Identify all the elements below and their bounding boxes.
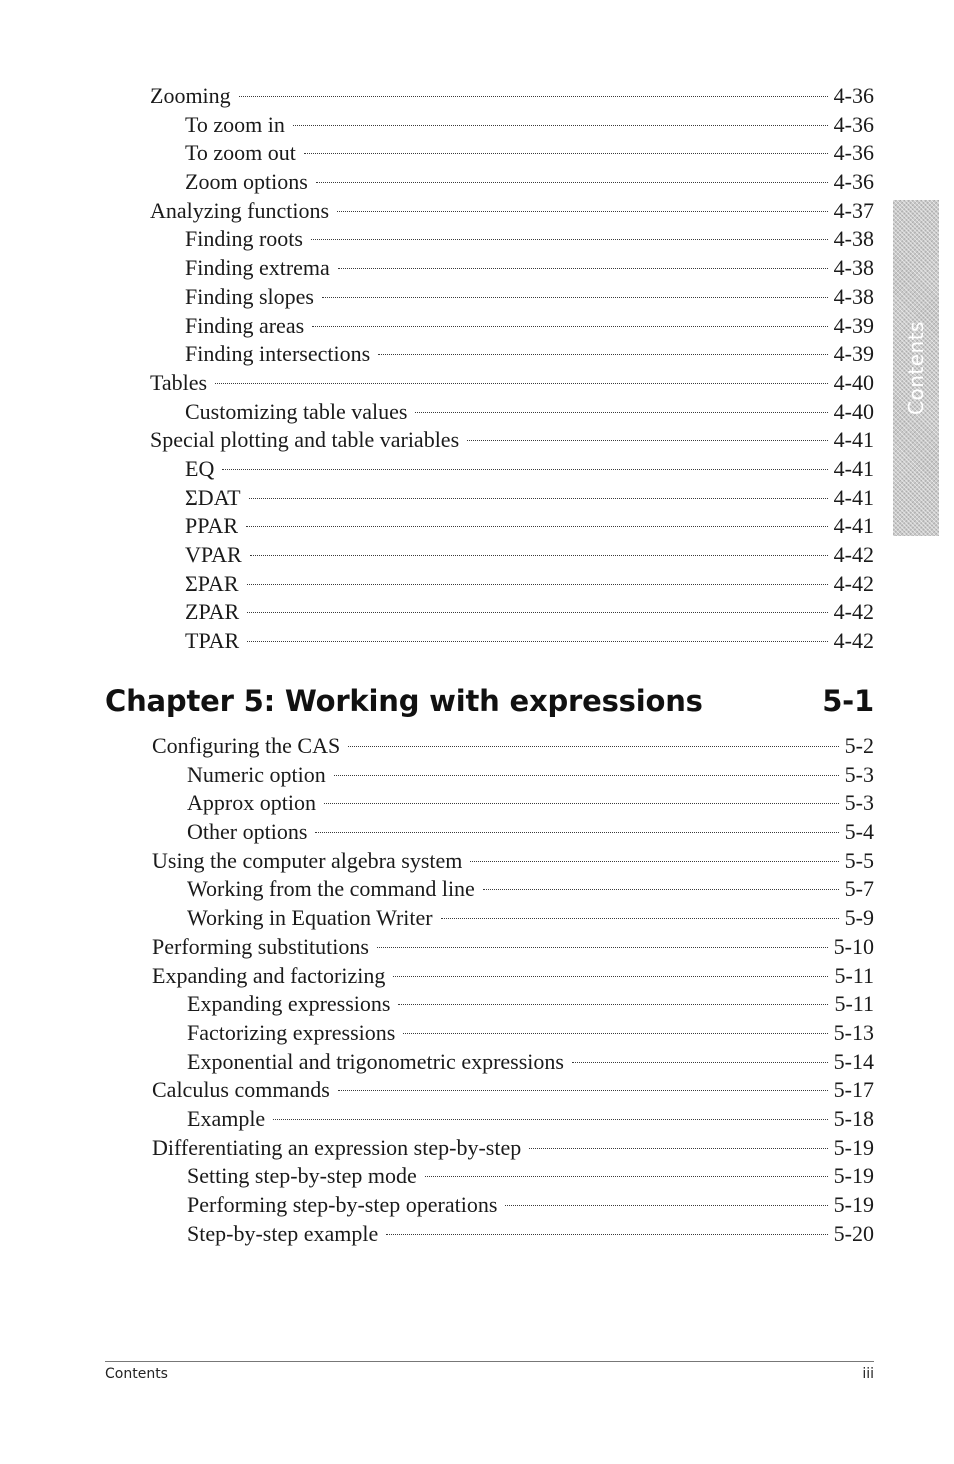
toc-entry-title: VPAR <box>185 542 242 567</box>
toc-entry[interactable] <box>0 1105 954 1134</box>
dot-leader <box>378 354 828 355</box>
footer-section-label: Contents <box>105 1366 168 1382</box>
toc-entry-page: 4-41 <box>833 484 874 510</box>
dot-leader <box>572 1062 828 1063</box>
dot-leader <box>338 1090 828 1091</box>
toc-entry-page: 5-18 <box>833 1105 874 1131</box>
toc-entry-title: Analyzing functions <box>150 197 330 223</box>
dot-leader <box>322 297 828 298</box>
toc-entry[interactable] <box>0 139 954 168</box>
dot-leader <box>247 584 828 585</box>
toc-entry-page: 4-42 <box>833 599 874 625</box>
toc-entry[interactable] <box>0 598 954 627</box>
toc-entry-page: 4-36 <box>833 111 874 137</box>
toc-entry-page: 5-19 <box>833 1163 874 1189</box>
toc-entry[interactable] <box>0 369 954 398</box>
dot-leader <box>249 498 828 499</box>
toc-entry-title: Differentiating an expression step-by-step <box>152 1134 522 1160</box>
toc-entry-title: Expanding and factorizing <box>152 962 386 988</box>
dot-leader <box>315 832 838 833</box>
dot-leader <box>293 125 828 126</box>
toc-entry-page: 5-19 <box>833 1134 874 1160</box>
toc-entry-title: Configuring the CAS <box>152 733 341 758</box>
toc-entry-page: 4-39 <box>833 341 874 367</box>
toc-entry-title: Zoom options <box>185 169 308 195</box>
toc-entry-page: 4-41 <box>833 427 874 453</box>
toc-entry-title: Step-by-step example <box>187 1220 379 1246</box>
toc-entry-page: 4-42 <box>833 542 874 567</box>
toc-entry-page: 5-19 <box>833 1192 874 1217</box>
dot-leader <box>338 268 828 269</box>
toc-entry-title: Finding slopes <box>185 283 314 309</box>
toc-entry[interactable] <box>0 1191 954 1220</box>
dot-leader <box>247 641 827 642</box>
toc-entry-page: 4-40 <box>833 369 874 395</box>
toc-entry-page: 5-14 <box>833 1048 874 1074</box>
toc-entry[interactable] <box>0 1019 954 1048</box>
toc-entry-title: PPAR <box>185 513 239 539</box>
toc-entry[interactable] <box>0 398 954 427</box>
dot-leader <box>215 383 828 384</box>
toc-entry-title: Exponential and trigonometric expressions <box>187 1048 564 1074</box>
toc-entry-page: 5-3 <box>844 790 874 816</box>
toc-entry-title: TPAR <box>185 628 240 654</box>
dot-leader <box>505 1205 827 1206</box>
dot-leader <box>393 976 828 977</box>
toc-entry[interactable] <box>0 933 954 962</box>
dot-leader <box>425 1176 828 1177</box>
toc-entry[interactable] <box>0 455 954 484</box>
dot-leader <box>470 861 838 862</box>
dot-leader <box>222 469 827 470</box>
toc-entry-title: Finding intersections <box>185 341 371 367</box>
toc-entry-page: 4-36 <box>833 140 874 166</box>
toc-entry[interactable] <box>0 904 954 933</box>
dot-leader <box>415 412 827 413</box>
footer-divider <box>105 1361 874 1362</box>
toc-entry-title: Setting step-by-step mode <box>187 1163 417 1189</box>
toc-entry[interactable] <box>0 990 954 1019</box>
dot-leader <box>304 153 828 154</box>
dot-leader <box>467 440 828 441</box>
toc-entry-title: Expanding expressions <box>187 991 391 1017</box>
dot-leader <box>311 239 828 240</box>
contents-side-tab[interactable] <box>893 200 939 536</box>
toc-entry-title: Performing substitutions <box>152 933 369 959</box>
toc-entry[interactable] <box>0 168 954 197</box>
toc-entry-title: Performing step-by-step operations <box>187 1192 498 1217</box>
toc-entry[interactable] <box>0 1162 954 1191</box>
toc-section-chapter-4 <box>0 82 954 656</box>
dot-leader <box>247 612 827 613</box>
side-tab-label: Contents <box>904 321 928 415</box>
chapter-page-number: 5-1 <box>822 684 874 718</box>
toc-entry-title: To zoom in <box>185 111 285 137</box>
toc-entry-page: 4-38 <box>833 283 874 309</box>
toc-entry-page: 4-36 <box>833 169 874 195</box>
toc-entry[interactable] <box>0 761 954 790</box>
toc-entry[interactable] <box>0 197 954 226</box>
toc-entry-page: 5-13 <box>833 1019 874 1045</box>
toc-entry-title: Factorizing expressions <box>187 1019 396 1045</box>
toc-entry-title: Finding roots <box>185 226 303 252</box>
toc-entry[interactable] <box>0 512 954 541</box>
dot-leader <box>398 1004 828 1005</box>
toc-entry-title: Using the computer algebra system <box>152 847 463 873</box>
footer-page-number: iii <box>862 1366 874 1382</box>
toc-entry-title: Finding extrema <box>185 255 330 281</box>
toc-entry-page: 4-36 <box>833 83 874 108</box>
toc-entry[interactable] <box>0 225 954 254</box>
dot-leader <box>386 1234 827 1235</box>
toc-entry[interactable] <box>0 847 954 876</box>
toc-entry-page: 5-4 <box>844 819 874 845</box>
toc-entry[interactable] <box>0 111 954 140</box>
toc-entry[interactable] <box>0 484 954 513</box>
toc-entry-page: 5-7 <box>844 876 874 902</box>
toc-entry[interactable] <box>0 426 954 455</box>
toc-entry-title: Working in Equation Writer <box>187 905 433 931</box>
toc-entry[interactable] <box>0 283 954 312</box>
toc-entry[interactable] <box>0 962 954 991</box>
toc-entry-page: 4-38 <box>833 255 874 281</box>
toc-entry[interactable] <box>0 875 954 904</box>
toc-entry[interactable] <box>0 570 954 599</box>
toc-entry[interactable] <box>0 541 954 570</box>
dot-leader <box>403 1033 827 1034</box>
dot-leader <box>483 889 839 890</box>
toc-entry-page: 4-40 <box>833 398 874 424</box>
toc-entry-page: 4-39 <box>833 312 874 338</box>
toc-entry-page: 5-20 <box>833 1220 874 1246</box>
toc-entry-title: EQ <box>185 455 215 481</box>
dot-leader <box>246 526 828 527</box>
toc-entry-page: 5-3 <box>844 761 874 787</box>
dot-leader <box>273 1119 827 1120</box>
toc-entry[interactable] <box>0 789 954 818</box>
dot-leader <box>250 555 828 556</box>
dot-leader <box>239 96 828 97</box>
toc-entry-title: Other options <box>187 819 308 845</box>
toc-entry[interactable] <box>0 818 954 847</box>
toc-entry-page: 5-10 <box>833 933 874 959</box>
toc-entry-title: To zoom out <box>185 140 296 166</box>
toc-entry-title: Zooming <box>150 83 231 108</box>
chapter-heading[interactable] <box>105 684 874 728</box>
toc-entry-title: Special plotting and table variables <box>150 427 460 453</box>
dot-leader <box>337 211 828 212</box>
toc-section-chapter-5 <box>0 732 954 1248</box>
toc-entry-title: Customizing table values <box>185 398 408 424</box>
toc-entry-page: 4-41 <box>833 513 874 539</box>
toc-entry-page: 4-38 <box>833 226 874 252</box>
toc-entry[interactable] <box>0 1134 954 1163</box>
toc-entry[interactable] <box>0 1048 954 1077</box>
dot-leader <box>529 1148 827 1149</box>
dot-leader <box>312 326 828 327</box>
toc-entry[interactable] <box>0 254 954 283</box>
toc-entry-page: 5-2 <box>844 733 874 758</box>
toc-entry-page: 5-5 <box>844 847 874 873</box>
toc-entry-title: Example <box>187 1105 266 1131</box>
toc-entry[interactable] <box>0 732 954 761</box>
toc-entry-page: 4-42 <box>833 570 874 596</box>
toc-entry[interactable] <box>0 82 954 111</box>
dot-leader <box>377 947 828 948</box>
dot-leader <box>441 918 839 919</box>
toc-entry[interactable] <box>0 627 954 656</box>
dot-leader <box>334 775 839 776</box>
dot-leader <box>348 746 838 747</box>
toc-entry-title: Working from the command line <box>187 876 475 902</box>
toc-entry-page: 5-11 <box>834 962 874 988</box>
toc-entry-title: Approx option <box>187 790 316 816</box>
toc-entry-page: 5-17 <box>833 1077 874 1103</box>
dot-leader <box>316 182 828 183</box>
toc-entry-title: Finding areas <box>185 312 305 338</box>
toc-entry-page: 4-41 <box>833 455 874 481</box>
toc-entry-title: ΣPAR <box>185 570 239 596</box>
toc-entry[interactable] <box>0 340 954 369</box>
toc-entry[interactable] <box>0 312 954 341</box>
toc-entry-title: Calculus commands <box>152 1077 330 1103</box>
toc-entry-title: ΣDAT <box>185 484 241 510</box>
toc-entry-title: Numeric option <box>187 761 326 787</box>
toc-entry-page: 5-11 <box>834 991 874 1017</box>
toc-entry-page: 4-42 <box>833 628 874 654</box>
toc-entry-page: 5-9 <box>844 905 874 931</box>
toc-entry-title: Tables <box>150 369 208 395</box>
toc-entry[interactable] <box>0 1076 954 1105</box>
toc-entry-title: ZPAR <box>185 599 240 625</box>
dot-leader <box>324 803 839 804</box>
toc-entry[interactable] <box>0 1220 954 1249</box>
chapter-title: Chapter 5: Working with expressions <box>105 684 703 718</box>
toc-entry-page: 4-37 <box>833 197 874 223</box>
